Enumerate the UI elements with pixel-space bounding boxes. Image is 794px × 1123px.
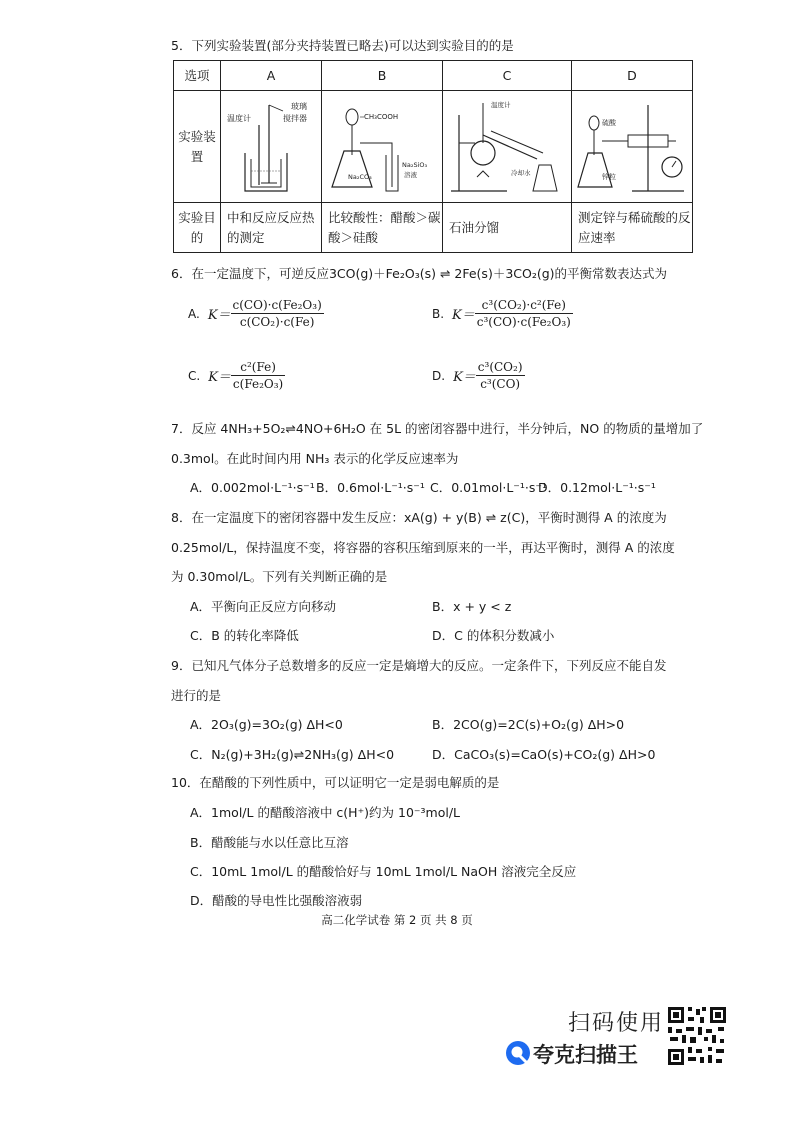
q8-option-c: C．B 的转化率降低 <box>190 628 299 643</box>
stirrer-label: 玻璃 <box>291 101 307 111</box>
quark-logo-icon <box>505 1040 531 1066</box>
purpose-b: 比较酸性：醋酸＞碳酸＞硅酸 <box>322 203 443 253</box>
q9-option-b: B．2CO(g)=2C(s)+O₂(g) ΔH>0 <box>432 717 625 732</box>
q6-option-d: D. K＝ $\frac{\text{c³(CO₂)}}{\text{c³(CO)}}$ <box>432 360 523 391</box>
q9-option-c: C．N₂(g)+3H₂(g)⇌2NH₃(g) ΔH<0 <box>190 747 395 762</box>
purpose-c: 石油分馏 <box>443 203 572 253</box>
reaction-rate-diagram <box>572 95 692 199</box>
q10-option-a: A．1mol/L 的醋酸溶液中 c(H⁺)约为 10⁻³mol/L <box>190 805 461 820</box>
q6-option-b: B. K＝ $\frac{\text{c³(CO₂)·c²(Fe)}}{\text{c³(CO)·c(Fe₂O₃)}}$ <box>432 298 571 329</box>
q10-option-c: C．10mL 1mol/L 的醋酸恰好与 10mL 1mol/L NaOH 溶液完全反应 <box>190 864 577 879</box>
q10-option-b: B．醋酸能与水以任意比互溶 <box>190 835 349 850</box>
q8-line1: 8．在一定温度下的密闭容器中发生反应：xA(g) + y(B) ⇌ z(C)，平衡时测得 A 的浓度为 <box>171 510 667 525</box>
q7-line2: 0.3mol。在此时间内用 NH₃ 表示的化学反应速率为 <box>171 451 459 466</box>
option-letter: C. <box>188 368 201 383</box>
q9-option-a: A．2O₃(g)=3O₂(g) ΔH<0 <box>190 717 343 732</box>
app-name: 夸克扫描王 <box>533 1043 638 1067</box>
apparatus-b <box>322 91 443 203</box>
thermometer-label: 温度计 <box>227 113 251 123</box>
scan-to-use-text: 扫码使用 <box>568 1011 665 1036</box>
option-letter: A. <box>188 306 200 321</box>
table-header-c: C <box>443 61 572 91</box>
distillation-thermometer-label: 温度计 <box>491 100 511 109</box>
sulfuric-acid-label: 硫酸 <box>602 118 616 127</box>
option-letter: D. <box>432 368 446 383</box>
table-header-b: B <box>322 61 443 91</box>
option-letter: B. <box>432 306 445 321</box>
apparatus-d <box>572 91 693 203</box>
na2sio3-label: Na₂SiO₃ <box>402 160 428 169</box>
cooling-water-label: 冷却水 <box>511 168 531 177</box>
q5-stem: 5．下列实验装置(部分夹持装置已略去)可以达到实验目的的是 <box>171 38 514 53</box>
na2co3-label: Na₂CO₃ <box>348 172 372 181</box>
table-header-a: A <box>221 61 322 91</box>
q6-stem: 6．在一定温度下，可逆反应3CO(g)＋Fe₂O₃(s) ⇌ 2Fe(s)＋3CO₂(g)的平衡常数表达式为 <box>171 266 668 281</box>
q8-option-b: B．x + y < z <box>432 599 512 614</box>
q9-option-d: D．CaCO₃(s)=CaO(s)+CO₂(g) ΔH>0 <box>432 747 656 762</box>
acidity-comparison-diagram <box>322 95 442 199</box>
q8-line3: 为 0.30mol/L。下列有关判断正确的是 <box>171 569 388 584</box>
q6-option-a: A. K＝ $\frac{\text{c(CO)·c(Fe₂O₃)}}{\text{c(CO₂)·c(Fe)}}$ <box>188 298 322 329</box>
q10-stem: 10．在醋酸的下列性质中，可以证明它一定是弱电解质的是 <box>171 775 500 790</box>
q7-option-b: B．0.6mol·L⁻¹·s⁻¹ <box>316 480 425 495</box>
q8-option-a: A．平衡向正反应方向移动 <box>190 599 337 614</box>
solution-label: 溶液 <box>404 170 417 179</box>
q5-experiment-table <box>173 60 693 253</box>
acetic-acid-label: CH₃COOH <box>364 112 399 121</box>
distillation-diagram <box>447 95 567 199</box>
apparatus-a <box>221 91 322 203</box>
row-purpose-label: 实验目的 <box>174 203 221 253</box>
page-footer: 高二化学试卷 第 2 页 共 8 页 <box>321 913 473 927</box>
q9-line2: 进行的是 <box>171 688 222 703</box>
q7-option-d: D．0.12mol·L⁻¹·s⁻¹ <box>538 480 656 495</box>
stirrer-label-2: 搅拌器 <box>283 113 307 123</box>
table-header-d: D <box>572 61 693 91</box>
q7-option-c: C．0.01mol·L⁻¹·s⁻¹ <box>430 480 547 495</box>
purpose-a: 中和反应反应热的测定 <box>221 203 322 253</box>
q6-option-c: C. K＝ $\frac{\text{c²(Fe)}}{\text{c(Fe₂O₃)}}$ <box>188 360 284 391</box>
apparatus-c <box>443 91 572 203</box>
q8-line2: 0.25mol/L，保持温度不变，将容器的容积压缩到原来的一半，再达平衡时，测得 A 的浓度 <box>171 540 675 555</box>
table-header-option: 选项 <box>174 61 221 91</box>
q10-option-d: D．醋酸的导电性比强酸溶液弱 <box>190 893 363 908</box>
q8-option-d: D．C 的体积分数减小 <box>432 628 555 643</box>
q7-option-a: A．0.002mol·L⁻¹·s⁻¹ <box>190 480 315 495</box>
purpose-d: 测定锌与稀硫酸的反应速率 <box>572 203 693 253</box>
q7-line1: 7．反应 4NH₃+5O₂⇌4NO+6H₂O 在 5L 的密闭容器中进行，半分钟后，NO 的物质的量增加了 <box>171 421 704 436</box>
q9-line1: 9．已知凡气体分子总数增多的反应一定是熵增大的反应。一定条件下，下列反应不能自发 <box>171 658 667 673</box>
qr-code-icon[interactable] <box>666 1005 728 1067</box>
zinc-label: 锌粒 <box>602 172 616 181</box>
calorimeter-diagram <box>221 95 321 199</box>
row-apparatus-label: 实验装置 <box>174 91 221 203</box>
